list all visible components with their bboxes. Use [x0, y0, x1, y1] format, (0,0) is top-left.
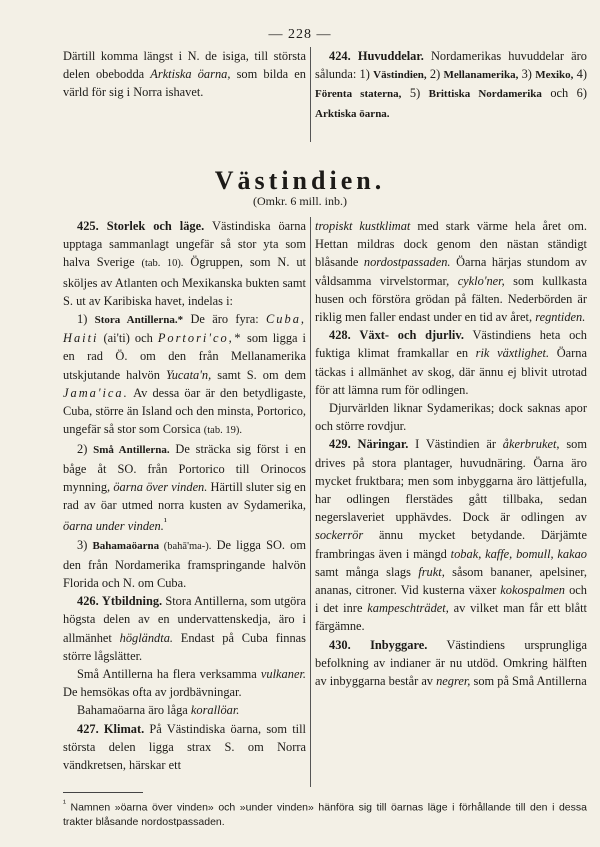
body-left-column: 425. Storlek och läge. Västindiska öarna upptaga sammanlagt ungefär så stor yta som halva Sverige (tab. 10). Ögruppen, som N. ut sköljes av Atlanten och Mexikanska bukten samt S. ut av Karibiska havet, indelas i: 1) Stora Antillerna.* De äro fyra: Cuba, Haiti (ai'ti) och Portori'co,* som ligga i en rad Ö. om den från Mellanamerika utskjutande halvön Yucata'n, samt S. om dem Jama'ica. Av dessa öar är den betydligaste, Cuba, större än Island och den minsta, Portorico, ungefär så stor som Corsica (tab. 19). 2) Små Antillerna. De sträcka sig först i en båge åt SO. från Portorico till Orinocos mynning, öarna över vinden. Härtill sluter sig en rad av öar utmed norra kusten av Sydamerika, öarna under vinden.$^{^1}$ 3) Bahamaöarna (bahā'ma-). De ligga SO. om den från Nordamerika framspringande halvön Florida och N. om Cuba. 426. Ytbildning. Stora Antillerna, som utgöra högsta delen av en undervattenskedja, äro i allmänhet högländta. Endast på Cuba finnas större lågslätter. Små Antillerna ha flera verksamma vulkaner. De hemsökas ofta av jordbävningar. Bahamaöarna äro låga korallöar. 427. Klimat. På Västindiska öarna, som till största delen ligga strax S. om Norra vändkretsen, härskar ett: [63, 217, 306, 774]
column-divider-top: [310, 47, 311, 142]
footnote-rule: [63, 792, 143, 793]
section-425: 425. Storlek och läge. Västindiska öarna upptaga sammanlagt ungefär så stor yta som halva Sverige (tab. 10). Ögruppen, som N. ut sköljes av Atlanten och Mexikanska bukten samt S. ut av Karibiska havet, indelas i:: [63, 219, 307, 308]
footnote: $^{^1}$ Namnen »öarna över vinden» och »under vinden» hänföra sig till öarnas läge i förhållande till den i dessa trakter blåsande nordostpassaden.: [63, 798, 587, 828]
column-divider-body: [310, 217, 311, 787]
section-428: 428. Växt- och djurliv. Västindiens heta och fuktiga klimat framkallar en rik växtlighet. Öarna täckas i allmänhet av skog, där ännu ej blivit utrotad för att lämna rum för odlingen.: [315, 328, 587, 397]
chapter-title: Västindien.: [214, 166, 386, 195]
section-424: 424. Huvuddelar. Nordamerikas huvuddelar äro sålunda: 1) Västindien, 2) Mellanamerika, 3) Mexiko, 4) Förenta staterna, 5) Brittiska Nordamerika och 6) Arktiska öarna.: [315, 49, 587, 120]
sma-antillerna: 2) Små Antillerna. De sträcka sig först i en båge åt SO. från Portorico till Orinocos mynning, öarna över vinden. Härtill sluter sig en rad av öar utmed norra kusten av Sydamerika, öarna under vinden.$^{^1}$: [63, 442, 307, 534]
top-left-paragraph: Därtill komma längst i N. de isiga, till största delen obebodda Arktiska öarna, som bilda en värld för sig i Norra ishavet.: [63, 49, 306, 100]
stora-antillerna: 1) Stora Antillerna.* De äro fyra: Cuba, Haiti (ai'ti) och Portori'co,* som ligga i en rad Ö. om den från Mellanamerika utskjutande halvön Yucata'n, samt S. om dem Jama'ica. Av dessa öar är den betydligaste, Cuba, större än Island och den minsta, Portorico, ungefär så stor som Corsica (tab. 19).: [63, 312, 307, 437]
section-427: 427. Klimat. På Västindiska öarna, som till största delen ligga strax S. om Norra vändkretsen, härskar ett: [63, 721, 306, 773]
body-right-column: tropiskt kustklimat med stark värme hela året om. Hettan mildras dock genom den nästan ständigt blåsande nordostpassaden. Öarna härjas stundom av våldsamma virvelstormar, cyklo'ner, som kullkasta husen och förstöra grödan på fälten. Nederbörden är riklig men faller endast under en tid av året, regntiden. 428. Växt- och djurliv. Västindiens heta och fuktiga klimat framkallar en rik växtlighet. Öarna täckas i allmänhet av skog, där ännu ej blivit utrotad för att lämna rum för odlingen. Djurvärlden liknar Sydamerikas; dock saknas apor och större rovdjur. 429. Näringar. I Västindien är åkerbruket, som drives på stora plantager, huvudnäring. Öarna äro mycket fruktbara; men som inbyggarna äro lättjefulla, har odlingen flerstädes gått tillbaka, sedan negerslaveriet upphävdes. Dock är odlingen av sockerrör ännu mycket betydande. Därjämte frambringas även i mängd tobak, kaffe, bomull, kakao samt många slags frukt, såsom bananer, apelsiner, ananas, citroner. Vid kusterna växer kokospalmen och i det inre kampeschträdet, av vilket man får ett blått färgämne. 430. Inbyggare. Västindiens ursprungliga befolkning av indianer är nu utdöd. Omkring hälften av inbyggarna består av negrer, som på Små Antillerna: [315, 217, 587, 690]
section-430: 430. Inbyggare. Västindiens ursprungliga befolkning av indianer är nu utdöd. Omkring hälften av inbyggarna består av negrer, som på Små Antillerna: [315, 637, 587, 689]
section-429: 429. Näringar. I Västindien är åkerbruket, som drives på stora plantager, huvudnäring. Öarna äro mycket fruktbara; men som inbyggarna äro lättjefulla, har odlingen flerstädes gått tillbaka, sedan negerslaveriet upphävdes. Dock är odlingen av sockerrör ännu mycket betydande. Därjämte frambringas även i mängd tobak, kaffe, bomull, kakao samt många slags frukt, såsom bananer, apelsiner, ananas, citroner. Vid kusterna växer kokospalmen och i det inre kampeschträdet, av vilket man får ett blått färgämne.: [315, 437, 588, 634]
bahamaoarna: 3) Bahamaöarna (bahā'ma-). De ligga SO. om den från Nordamerika framspringande halvön Florida och N. om Cuba.: [63, 537, 306, 590]
section-426: 426. Ytbildning. Stora Antillerna, som utgöra högsta delen av en undervattenskedja, äro i allmänhet högländta. Endast på Cuba finnas större lågslätter.: [63, 594, 306, 663]
chapter-subtitle: (Omkr. 6 mill. inb.): [253, 194, 347, 208]
page-number: — 228 —: [268, 27, 332, 42]
